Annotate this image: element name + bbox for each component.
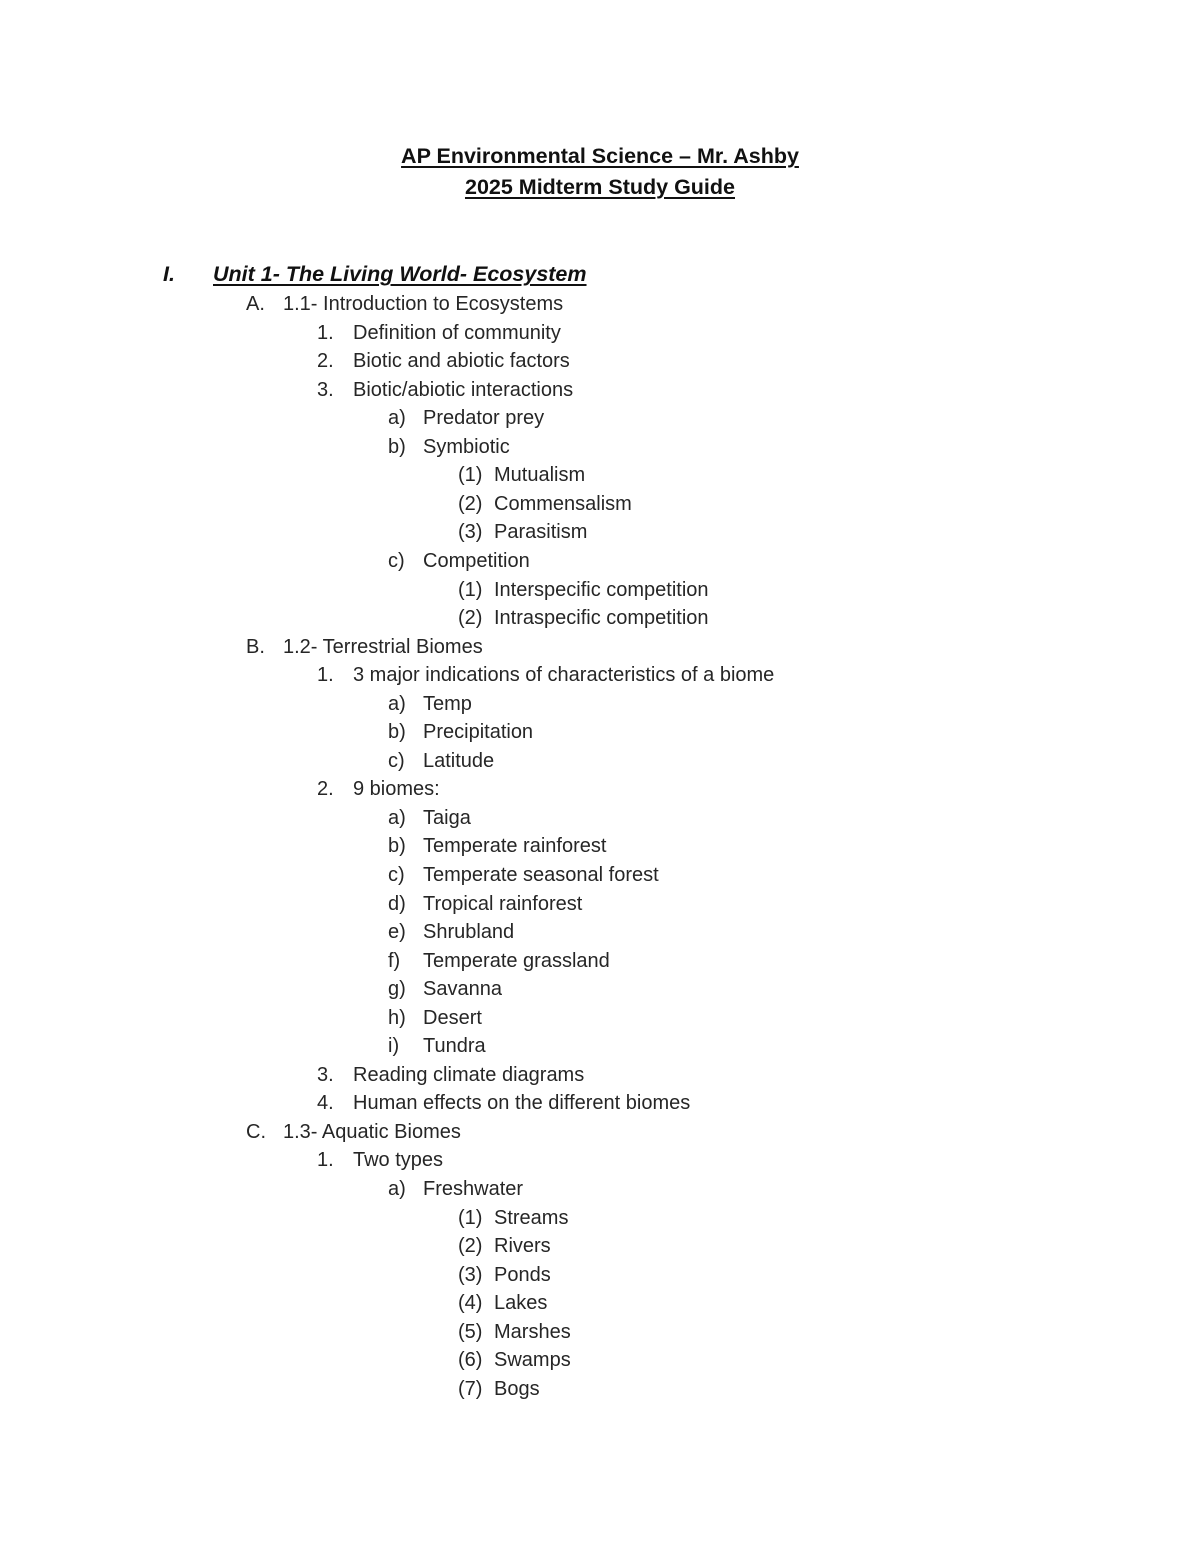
outline-marker: a) (388, 407, 406, 429)
outline-text: 1.2- Terrestrial Biomes (283, 636, 483, 658)
outline-text: Savanna (423, 978, 502, 1000)
outline-text: Lakes (494, 1292, 548, 1314)
outline-text: Freshwater (423, 1178, 524, 1200)
outline-marker: B. (246, 636, 265, 658)
outline-text: Latitude (423, 750, 495, 772)
outline-marker: (2) (458, 1235, 483, 1257)
outline-marker: 1. (317, 664, 334, 686)
outline-marker: (4) (458, 1292, 483, 1314)
outline-marker: (6) (458, 1349, 483, 1371)
outline-text: Reading climate diagrams (353, 1064, 585, 1086)
outline-marker: 3. (317, 379, 334, 401)
outline-marker: a) (388, 693, 406, 715)
outline-marker: I. (163, 262, 175, 286)
outline-text: Temperate grassland (423, 950, 610, 972)
outline-text: Desert (423, 1007, 482, 1029)
outline-text: Mutualism (494, 464, 586, 486)
outline-marker: 1. (317, 322, 334, 344)
outline-text: Human effects on the different biomes (353, 1092, 691, 1114)
outline-marker: 4. (317, 1092, 334, 1114)
outline-marker: f) (388, 950, 401, 972)
outline-marker: 2. (317, 350, 334, 372)
outline-marker: b) (388, 436, 406, 458)
outline-text: Competition (423, 550, 530, 572)
outline-marker: c) (388, 750, 405, 772)
outline-text: Two types (353, 1149, 444, 1171)
outline-text: Definition of community (353, 322, 561, 344)
outline-marker: (2) (458, 607, 483, 629)
outline-text: Tropical rainforest (423, 893, 583, 915)
outline-marker: 1. (317, 1149, 334, 1171)
outline-text: Biotic and abiotic factors (353, 350, 570, 372)
outline-text: Taiga (423, 807, 471, 829)
outline-marker: 3. (317, 1064, 334, 1086)
outline-marker: (1) (458, 1207, 483, 1229)
outline-text: Tundra (423, 1035, 486, 1057)
outline-text: Swamps (494, 1349, 571, 1371)
outline-text: Interspecific competition (494, 579, 709, 601)
outline-text: Temperate rainforest (423, 835, 607, 857)
outline-marker: b) (388, 835, 406, 857)
outline-text: Commensalism (494, 493, 632, 515)
outline-marker: e) (388, 921, 406, 943)
outline-text: Temperate seasonal forest (423, 864, 659, 886)
outline-text: Marshes (494, 1321, 571, 1343)
outline-marker: i) (388, 1035, 400, 1057)
outline-marker: (3) (458, 521, 483, 543)
outline-marker: A. (246, 293, 265, 315)
outline-marker: (1) (458, 464, 483, 486)
outline-marker: (2) (458, 493, 483, 515)
outline-marker: (3) (458, 1264, 483, 1286)
outline-text: 3 major indications of characteristics of a biome (353, 664, 775, 686)
outline-text: Biotic/abiotic interactions (353, 379, 574, 401)
outline-marker: (7) (458, 1378, 483, 1400)
outline-marker: a) (388, 1178, 406, 1200)
outline-text: 1.1- Introduction to Ecosystems (283, 293, 564, 315)
outline-marker: g) (388, 978, 406, 1000)
outline-text: Parasitism (494, 521, 588, 543)
outline-marker: b) (388, 721, 406, 743)
outline-marker: c) (388, 864, 405, 886)
document-title: AP Environmental Science – Mr. Ashby (401, 144, 799, 168)
outline-text: Ponds (494, 1264, 551, 1286)
outline-text: Intraspecific competition (494, 607, 709, 629)
outline-text: Bogs (494, 1378, 540, 1400)
outline-marker: c) (388, 550, 405, 572)
document-subtitle: 2025 Midterm Study Guide (464, 175, 735, 199)
outline-marker: a) (388, 807, 406, 829)
outline-text: Temp (423, 693, 472, 715)
outline-text: 1.3- Aquatic Biomes (283, 1121, 461, 1143)
outline-text: 9 biomes: (353, 778, 440, 800)
outline-text: Symbiotic (423, 436, 510, 458)
outline-marker: (5) (458, 1321, 483, 1343)
outline-marker: h) (388, 1007, 406, 1029)
outline-marker: (1) (458, 579, 483, 601)
outline-text: Predator prey (423, 407, 545, 429)
outline-marker: C. (246, 1121, 266, 1143)
outline-text: Unit 1- The Living World- Ecosystem (213, 262, 587, 286)
outline-marker: 2. (317, 778, 334, 800)
outline-marker: d) (388, 893, 406, 915)
outline-text: Streams (494, 1207, 569, 1229)
outline-text: Shrubland (423, 921, 515, 943)
outline-text: Precipitation (423, 721, 534, 743)
outline-text: Rivers (494, 1235, 551, 1257)
